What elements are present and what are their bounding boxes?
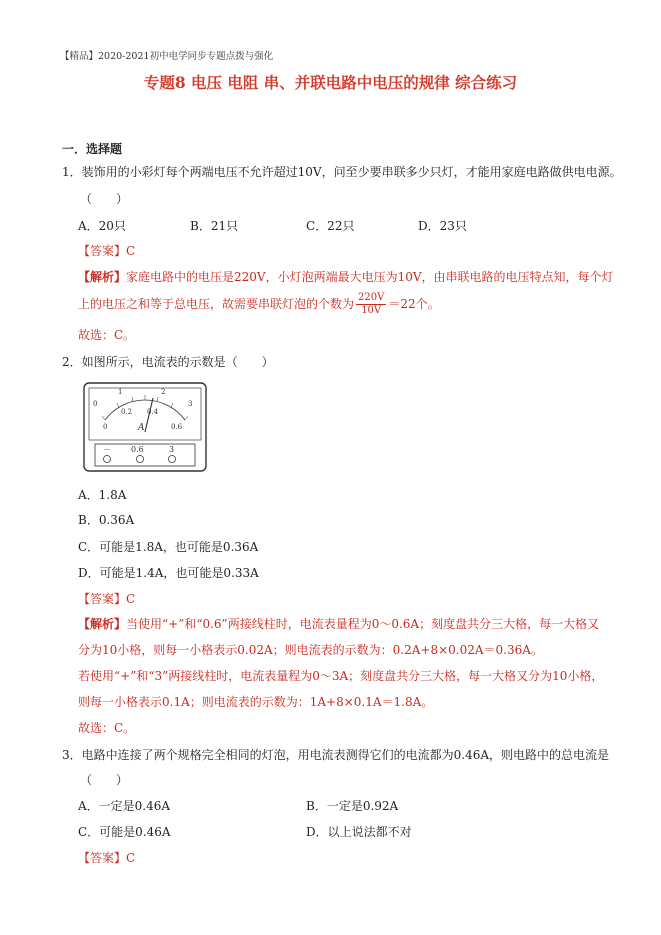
q2-analysis-line1: [78, 615, 599, 632]
q1-fraction: [356, 292, 386, 317]
q1-analysis-line1: [78, 268, 614, 285]
q2-option-d: D．可能是1.4A，也可能是0.33A: [78, 566, 259, 580]
scale-top-2: 2: [161, 388, 166, 396]
q2-option-b: B．0.36A: [78, 513, 135, 527]
q1-stem-line1: 1．装饰用的小彩灯每个两端电压不允许超过10V，问至少要串联多少只灯，才能用家庭电路做供电电源。: [62, 165, 622, 179]
q1-analysis-text1: 家庭电路中的电压是220V，小灯泡两端最大电压为10V，由串联电路的电压特点知，每个灯: [126, 270, 614, 284]
q2-analysis-line3: 若使用“+”和“3”两接线柱时，电流表量程为0～3A；刻度盘共分三大格，每一大格又分为10小格，: [78, 669, 604, 683]
q3-stem-line2: （ ）: [80, 773, 129, 787]
scale-top-1: 1: [118, 388, 123, 396]
terminal-negative-icon: [104, 456, 111, 463]
meter-unit-label: A: [138, 423, 145, 433]
q3-option-b: B．一定是0.92A: [306, 799, 399, 813]
scale-top-0: 0: [93, 400, 98, 408]
q1-conclusion: 故选：C。: [78, 328, 136, 342]
q1-option-c: C．22只: [306, 219, 355, 233]
q1-analysis-label: 【解析】: [78, 270, 127, 284]
terminal-0-6-icon: [137, 456, 144, 463]
q2-option-a: A．1.8A: [78, 488, 127, 502]
q2-stem: 2．如图所示，电流表的示数是（ ）: [62, 355, 274, 369]
q3-answer: 【答案】C: [78, 851, 136, 865]
terminal-3-icon: [169, 456, 176, 463]
q2-conclusion: 故选：C。: [78, 721, 136, 735]
q1-analysis-line2: [78, 290, 440, 318]
q1-option-a: A．20只: [78, 219, 126, 233]
q3-option-d: D．以上说法都不对: [306, 825, 412, 839]
q2-analysis-label: 【解析】: [78, 617, 127, 631]
q1-option-b: B．21只: [190, 219, 239, 233]
q2-answer: 【答案】C: [78, 592, 136, 606]
q1-answer: 【答案】C: [78, 244, 136, 258]
q3-option-a: A．一定是0.46A: [78, 799, 171, 813]
q1-option-d: D．23只: [418, 219, 467, 233]
q3-stem-line1: 3．电路中连接了两个规格完全相同的灯泡，用电流表测得它们的电流都为0.46A，则电路中的总电流是: [62, 748, 610, 762]
section-heading: 一．选择题: [62, 142, 123, 156]
page-title: 专题8 电压 电阻 串、并联电路中电压的规律 综合练习: [143, 73, 518, 92]
terminal-label-negative: －: [103, 445, 111, 454]
scale-bottom-2: 0.4: [147, 408, 159, 416]
q3-option-c: C．可能是0.46A: [78, 825, 171, 839]
q2-option-c: C．可能是1.8A，也可能是0.36A: [78, 540, 259, 554]
scale-top-3: 3: [188, 400, 193, 408]
q2-analysis-line2: 分为10小格，则每一小格表示0.02A；则电流表的示数为：0.2A+8×0.02A＝0.36A。: [78, 643, 543, 657]
terminal-label-3: 3: [169, 445, 175, 454]
terminal-label-0-6: 0.6: [131, 445, 144, 454]
q1-stem-line2: （ ）: [80, 192, 129, 206]
ammeter-figure: [83, 382, 207, 472]
scale-bottom-0: 0: [103, 423, 108, 431]
q1-fraction-numerator: 220V: [358, 292, 385, 303]
q1-analysis-text3: ＝22个。: [388, 297, 440, 311]
q2-analysis-text1: 当使用“+”和“0.6”两接线柱时，电流表量程为0～0.6A；刻度盘共分三大格，每一大格又: [126, 617, 600, 631]
q2-analysis-line4: 则每一小格表示0.1A；则电流表的示数为：1A+8×0.1A＝1.8A。: [78, 695, 434, 709]
scale-bottom-3: 0.6: [171, 423, 183, 431]
q1-fraction-denominator: 10V: [361, 305, 382, 316]
source-header: 【精品】2020-2021初中电学同步专题点拨与强化: [60, 51, 274, 62]
q1-analysis-text2: 上的电压之和等于总电压，故需要串联灯泡的个数为: [78, 297, 355, 311]
scale-bottom-1: 0.2: [121, 408, 133, 416]
